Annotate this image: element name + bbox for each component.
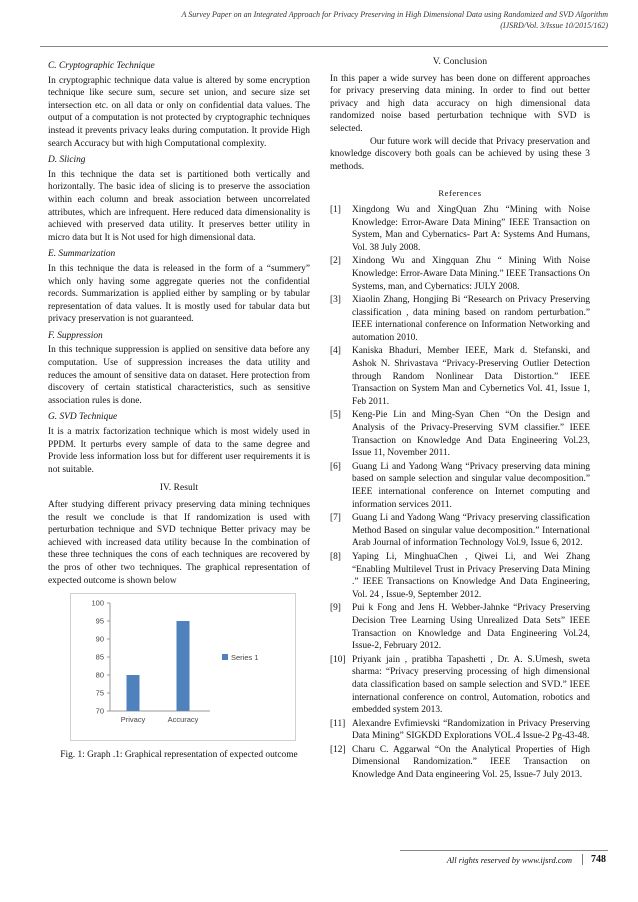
y-tick-label: 75 — [95, 688, 104, 698]
reference-text: Pui k Fong and Jens H. Webber-Jahnke “Privacy Preserving Decision Tree Learning Using Unrealized Data Sets” IEEE Transaction on Knowledge and Data Engineering Vol.24, Issue-2, February 2012. — [352, 603, 590, 652]
reference-number: [7] — [330, 513, 341, 524]
header-divider — [40, 46, 608, 47]
section-heading: C. Cryptographic Technique — [48, 61, 155, 71]
section-heading: V. Conclusion — [432, 57, 488, 67]
figure-caption: Fig. 1: Graph .1: Graphical representation of expected outcome — [60, 750, 298, 761]
section-body: In cryptographic technique data value is altered by some encryption technique like secure sum, secure set union, and secure size set intersection etc. on all data or only on confidential data values. The output of a computation is not protected by cryptographic techniques instead it prevents privacy leaks during computation. It provide High search Accuracy but with high Computational complexity. — [48, 75, 310, 149]
section-body: After studying different privacy preserving data mining techniques the result we conclude is that If randomization is used with perturbation technique and SVD technique Better privacy may be achieved with increased data utility because In the combination of these three techniques the cons of each techniques are recovered by the pros of other two techniques. The graphical representation of expected outcome is shown below — [48, 500, 310, 586]
reference-number: [12] — [330, 744, 346, 755]
footer-rights: All rights reserved by www.ijsrd.com — [446, 854, 572, 865]
header-issue: (IJSRD/Vol. 3/Issue 10/2015/162) — [500, 20, 608, 30]
footer-divider — [400, 850, 608, 851]
y-tick-label: 95 — [95, 616, 104, 626]
y-tick-label: 90 — [95, 634, 104, 644]
section-body: It is a matrix factorization technique which is most widely used in PPDM. It perturbs every sample of data to the same degree and Provide less information loss but for different user requirements it is not suitable. — [48, 427, 310, 475]
reference-text: Keng-Pie Lin and Ming-Syan Chen “On the Design and Analysis of the Privacy-Preserving SVM classifier.” IEEE Transaction on Knowledge And Data Engineering Vol.23, Issue 11, November 2011. — [352, 410, 590, 459]
section-heading: E. Summarization — [48, 249, 116, 260]
result-chart — [70, 593, 296, 741]
conclusion-paragraph-2: Our future work will decide that Privacy preservation and knowledge discovery both goals can be achieved by using these 3 methods. — [330, 136, 590, 172]
section-heading: IV. Result — [159, 483, 199, 494]
y-tick-label: 80 — [95, 670, 104, 680]
reference-text: Xindong Wu and Xingquan Zhu “ Mining With Noise Knowledge: Error-Aware Data Mining.” IEEE Transactions On Systems, man, and Cybernatics: JULY 2008. — [352, 256, 590, 292]
reference-number: [6] — [330, 461, 341, 472]
section-body: In this technique the data set is partitioned both vertically and horizontally. The basic idea of slicing is to preserve the association within each column and break association between uncorrelated attributes, which are infrequent. Here reduced data dimensionality is achieved with preserved data utility. It preserves better utility in micro data but It is Not used for high dimensional data. — [48, 169, 310, 243]
reference-number: [2] — [330, 256, 341, 267]
bar-chart-svg — [70, 593, 296, 741]
legend-label: Series 1 — [231, 653, 259, 663]
bar-privacy — [127, 675, 140, 711]
conclusion-paragraph-1: In this paper a wide survey has been done on different approaches for privacy preserving data mining. In order to find out better privacy and high data accuracy on high dimensional data randomized noise based perturbation technique with SVD is selected. — [330, 73, 590, 134]
section-summarization — [48, 248, 310, 326]
x-tick-label: Privacy — [120, 715, 146, 725]
reference-item — [330, 204, 590, 254]
reference-text: Yaping Li, MinghuaChen , Qiwei Li, and Wei Zhang “Enabling Multilevel Trust in Privacy Preserving Data Mining .” IEEE Transactions on Knowledge And Data Engineering, Vol. 24 , Issue-9, September 2012. — [352, 551, 590, 600]
reference-text: Guang Li and Yadong Wang “Privacy preserving data mining based on sample selection and singular value decomposition.” IEEE international conference on Internet computing and information services 2011. — [352, 461, 590, 510]
reference-number: [11] — [330, 718, 346, 729]
reference-number: [8] — [330, 551, 341, 562]
reference-list — [330, 204, 590, 782]
reference-number: [10] — [330, 654, 346, 665]
reference-item — [330, 512, 590, 550]
reference-text: Guang Li and Yadong Wang “Privacy preserving classification Method Based on singular value decomposition.” International Arab Journal of information Technology Vol.9, Issue 6, 2012. — [352, 513, 590, 549]
page-number: 748 — [582, 854, 606, 865]
reference-item — [330, 602, 590, 652]
running-header — [48, 10, 608, 31]
reference-item — [330, 551, 590, 601]
reference-item — [330, 294, 590, 344]
header-title: A Survey Paper on an Integrated Approach for Privacy Preserving in High Dimensional Data using Randomized and SVD Algorithm — [181, 10, 608, 19]
reference-text: Xingdong Wu and XingQuan Zhu “Mining with Noise Knowledge: Error-Aware Data Mining” IEEE Transaction on System, Man and Cybernatics- Part A: Systems And Humans, Vol. 38 July 2008. — [352, 204, 590, 253]
reference-number: [1] — [330, 204, 341, 215]
reference-number: [3] — [330, 295, 341, 306]
section-cryptographic — [48, 60, 310, 150]
section-body: In this technique the data is released in the form of a “summery” which only having some aggregate queries not the confidential records. Summarization is applied either by sampling or by tabular representation of data values. It is mostly used for tabular data but privacy preservation is not guaranteed. — [48, 263, 310, 325]
reference-text: Priyank jain , pratibha Tapashetti , Dr. A. S.Umesh, sweta sharma: “Privacy preserving processing of high dimensional data classification based on sample selection and SVD.” IEEE international conference on control, Automation, robotics and embedded system 2013. — [352, 654, 590, 716]
reference-number: [4] — [330, 346, 341, 357]
reference-item — [330, 255, 590, 293]
section-result — [48, 482, 310, 587]
reference-item — [330, 744, 590, 782]
reference-number: [5] — [330, 410, 341, 421]
reference-text: Kaniska Bhaduri, Member IEEE, Mark d. Stefanski, and Ashok N. Shrivastava “Privacy-Preserving Outlier Detection through Random Nonlinear Data Distortion.” IEEE Transaction on System Man and Cybernetics Vol. 41, Issue 1, Feb 2011. — [352, 346, 590, 407]
reference-item — [330, 718, 590, 743]
left-column — [48, 56, 310, 761]
section-svd — [48, 411, 310, 476]
references-heading: References — [438, 188, 482, 199]
section-body: In this technique suppression is applied on sensitive data before any computation. Use of suppression increases the data utility and reduces the amount of sensitive data on dataset. Here protection from discovery of certain statistical characteristics, such as sensitive association rules is done. — [48, 345, 310, 406]
reference-item — [330, 654, 590, 717]
y-tick-label: 70 — [95, 706, 104, 716]
reference-item — [330, 461, 590, 511]
reference-text: Xiaolin Zhang, Hongjing Bi “Research on Privacy Preserving classification , data mining based on random perturbation.” IEEE international conference on Information Networking and automation 2010. — [352, 295, 590, 343]
section-suppression — [48, 330, 310, 408]
y-tick-label: 85 — [95, 652, 104, 662]
section-heading: D. Slicing — [48, 155, 86, 166]
x-tick-label: Accuracy — [167, 715, 199, 725]
reference-text: Charu C. Aggarwal “On the Analytical Properties of High Dimensional Randomization.” IEEE Transaction on Knowledge And Data engineering Vol. 25, Issue-7 July 2013. — [352, 744, 590, 781]
section-heading: G. SVD Technique — [48, 412, 118, 423]
reference-item — [330, 345, 590, 408]
right-column — [330, 56, 590, 783]
reference-number: [9] — [330, 603, 341, 614]
reference-item — [330, 409, 590, 459]
section-conclusion — [330, 56, 590, 173]
y-tick-label: 100 — [91, 598, 104, 608]
reference-text: Alexandre Evfimievski “Randomization in Privacy Preserving Data Mining” SIGKDD Explorations VOL.4 Issue-2 Pg-43-48. — [352, 718, 590, 742]
section-heading: F. Suppression — [48, 330, 103, 341]
legend-swatch — [222, 654, 228, 660]
bar-accuracy — [177, 621, 190, 711]
page-footer — [447, 854, 606, 865]
section-slicing — [48, 154, 310, 244]
